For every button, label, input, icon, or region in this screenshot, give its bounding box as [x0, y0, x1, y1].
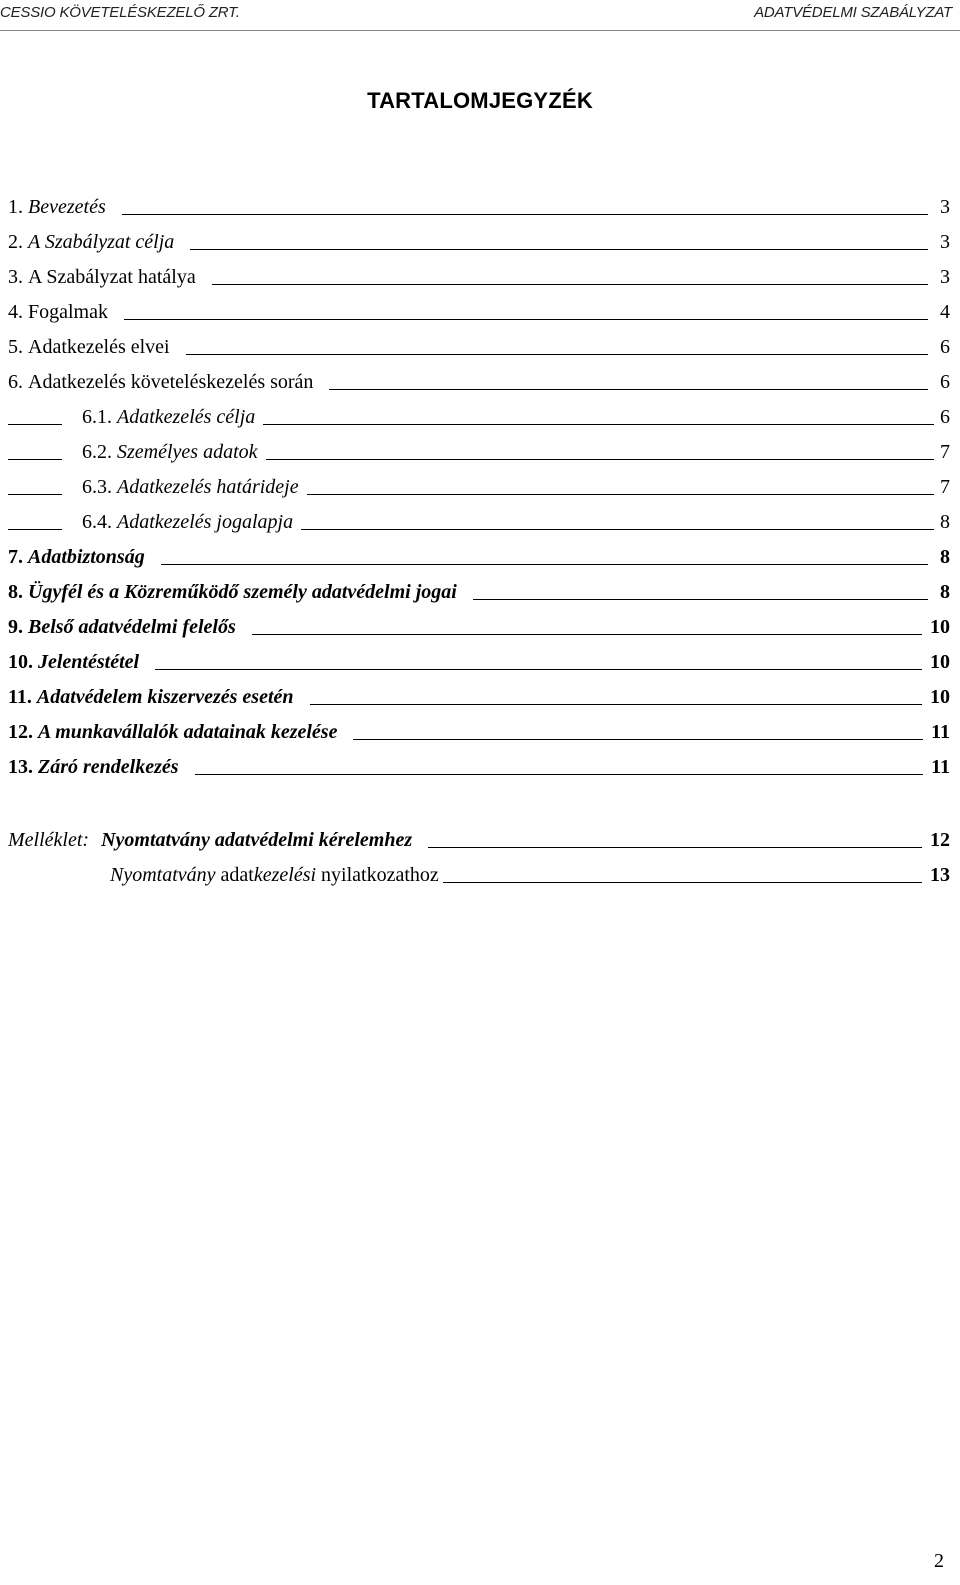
toc-entry-page: 3: [940, 231, 950, 253]
toc-entry-page: 3: [940, 196, 950, 218]
toc-leader-line: [252, 634, 922, 635]
toc-entry-3[interactable]: [8, 266, 950, 301]
toc-entry-6[interactable]: [8, 371, 950, 406]
toc-entry-label-part: kezelési: [253, 864, 317, 886]
toc-leader-line: [212, 284, 928, 285]
toc-entry-page: 11: [931, 721, 950, 743]
toc-leader-line: [329, 389, 928, 390]
toc-leader-line: [161, 564, 928, 565]
toc-entry-page: 11: [931, 756, 950, 778]
toc-entry-number: 12.: [8, 721, 38, 743]
toc-entry-13[interactable]: [8, 756, 950, 791]
toc-leader-line: [263, 424, 934, 425]
toc-entry-10[interactable]: [8, 651, 950, 686]
toc-entry-label-part: adat: [215, 864, 254, 886]
annex-lead-label: Melléklet:: [8, 829, 90, 851]
toc-entry-7[interactable]: [8, 546, 950, 581]
toc-entry-page: 8: [940, 511, 950, 533]
toc-entry-label-part: nyilatkozathoz: [316, 864, 439, 886]
toc-entry-label: Személyes adatok: [117, 441, 258, 463]
toc-leader-line: [301, 529, 934, 530]
toc-entry-label: Nyomtatvány adatvédelmi kérelemhez: [101, 829, 413, 851]
toc-entry-number: 6.2.: [82, 441, 117, 463]
toc-leader-line: [443, 882, 922, 883]
toc-entry-11[interactable]: [8, 686, 950, 721]
toc-entry-number: 6.4.: [82, 511, 117, 533]
table-of-contents: [8, 196, 950, 899]
toc-leader-line: [353, 739, 923, 740]
toc-indent-line: [8, 424, 62, 425]
toc-entry-page: 7: [940, 476, 950, 498]
page-header: [0, 0, 960, 34]
toc-leader-line: [190, 249, 928, 250]
toc-entry-label-part: Nyomtatvány: [110, 864, 216, 886]
toc-leader-line: [122, 214, 928, 215]
toc-entry-label: Adatkezelés követeléskezelés során: [28, 371, 314, 393]
toc-entry-number: 6.1.: [82, 406, 117, 428]
toc-entry-6-3[interactable]: [8, 476, 950, 511]
toc-entry-label: Adatkezelés jogalapja: [117, 511, 294, 533]
toc-entry-label: Jelentéstétel: [38, 651, 140, 673]
toc-entry-page: 6: [940, 336, 950, 358]
toc-indent-line: [8, 459, 62, 460]
toc-entry-number: 4.: [8, 301, 28, 323]
toc-entry-label: Bevezetés: [28, 196, 106, 218]
toc-annex-entry-2[interactable]: [8, 864, 950, 899]
toc-entry-page: 10: [930, 686, 950, 708]
toc-title: TARTALOMJEGYZÉK: [367, 88, 593, 113]
toc-entry-number: 10.: [8, 651, 38, 673]
toc-entry-number: 1.: [8, 196, 28, 218]
toc-indent-line: [8, 529, 62, 530]
toc-entry-label: Záró rendelkezés: [38, 756, 179, 778]
toc-entry-8[interactable]: [8, 581, 950, 616]
toc-entry-label: Adatkezelés határideje: [117, 476, 299, 498]
toc-leader-line: [266, 459, 934, 460]
toc-entry-label: A Szabályzat hatálya: [28, 266, 196, 288]
toc-spacer: [8, 791, 950, 829]
toc-entry-label: Fogalmak: [28, 301, 108, 323]
toc-entry-page: 12: [930, 829, 950, 851]
toc-entry-number: 6.: [8, 371, 28, 393]
toc-entry-number: 9.: [8, 616, 28, 638]
toc-entry-label: A Szabályzat célja: [28, 231, 175, 253]
toc-entry-6-2[interactable]: [8, 441, 950, 476]
toc-entry-page: 8: [940, 581, 950, 603]
toc-leader-line: [155, 669, 922, 670]
toc-entry-number: 2.: [8, 231, 28, 253]
toc-leader-line: [307, 494, 934, 495]
toc-entry-page: 6: [940, 371, 950, 393]
toc-indent-line: [8, 494, 62, 495]
toc-entry-page: 6: [940, 406, 950, 428]
toc-entry-number: 5.: [8, 336, 28, 358]
toc-entry-page: 13: [930, 864, 950, 886]
toc-entry-page: 7: [940, 441, 950, 463]
toc-entry-page: 8: [940, 546, 950, 568]
toc-entry-label: Adatbiztonság: [28, 546, 145, 568]
toc-entry-6-4[interactable]: [8, 511, 950, 546]
toc-leader-line: [473, 599, 928, 600]
toc-entry-label: A munkavállalók adatainak kezelése: [38, 721, 338, 743]
toc-leader-line: [195, 774, 924, 775]
toc-entry-number: 7.: [8, 546, 28, 568]
toc-entry-label: Adatkezelés célja: [117, 406, 256, 428]
toc-entry-6-1[interactable]: [8, 406, 950, 441]
toc-entry-9[interactable]: [8, 616, 950, 651]
toc-entry-label: Ügyfél és a Közreműködő személy adatvédelmi jogai: [28, 581, 457, 603]
toc-entry-page: 10: [930, 616, 950, 638]
header-company-name: CESSIO KÖVETELÉSKEZELŐ ZRT.: [0, 4, 240, 21]
toc-entry-number: 3.: [8, 266, 28, 288]
header-document-name: ADATVÉDELMI SZABÁLYZAT: [754, 4, 952, 21]
toc-entry-number: 13.: [8, 756, 38, 778]
toc-entry-label: Adatvédelem kiszervezés esetén: [36, 686, 294, 708]
toc-entry-page: 10: [930, 651, 950, 673]
toc-leader-line: [310, 704, 923, 705]
toc-entry-label: Belső adatvédelmi felelős: [28, 616, 236, 638]
toc-leader-line: [428, 847, 922, 848]
toc-entry-page: 3: [940, 266, 950, 288]
toc-annex-entry-1[interactable]: [8, 829, 950, 864]
toc-entry-number: 6.3.: [82, 476, 117, 498]
toc-entry-2[interactable]: [8, 231, 950, 266]
toc-entry-4[interactable]: [8, 301, 950, 336]
toc-entry-label: Adatkezelés elvei: [28, 336, 170, 358]
page-number: 2: [934, 1550, 944, 1572]
toc-leader-line: [124, 319, 928, 320]
toc-entry-number: 11.: [8, 686, 37, 708]
toc-entry-page: 4: [940, 301, 950, 323]
toc-entry-1[interactable]: [8, 196, 950, 231]
toc-entry-5[interactable]: [8, 336, 950, 371]
header-rule: [0, 30, 960, 31]
toc-entry-number: 8.: [8, 581, 28, 603]
toc-entry-12[interactable]: [8, 721, 950, 756]
toc-leader-line: [186, 354, 928, 355]
